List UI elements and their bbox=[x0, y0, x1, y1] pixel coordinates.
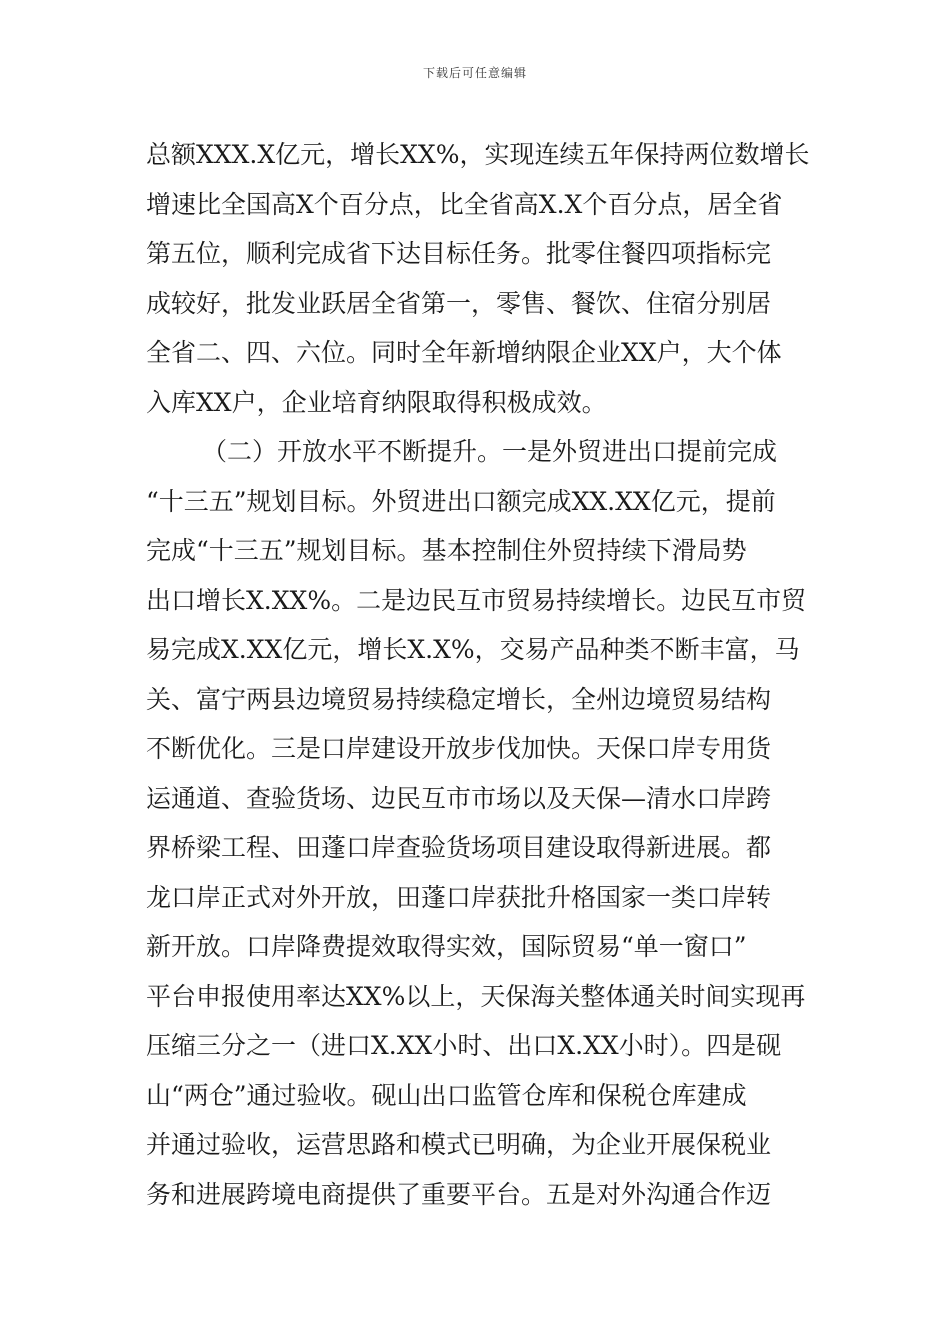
text-line: 完成“十三五”规划目标。基本控制住外贸持续下滑局势 bbox=[146, 536, 747, 565]
text-line: 总额XXX.X亿元，增长XX%，实现连续五年保持两位数增长 bbox=[146, 140, 810, 169]
text-line: 易完成X.XX亿元，增长X.X%，交易产品种类不断丰富，马 bbox=[146, 635, 800, 664]
text-line: 压缩三分之一（进口X.XX小时、出口X.XX小时）。四是砚 bbox=[146, 1031, 782, 1060]
section-heading-line: （二）开放水平不断提升。一是外贸进出口提前完成 bbox=[202, 437, 778, 466]
text-line: “十三五”规划目标。外贸进出口额完成XX.XX亿元，提前 bbox=[146, 486, 776, 516]
text-line: 龙口岸正式对外开放，田蓬口岸获批升格国家一类口岸转 bbox=[146, 882, 772, 912]
text-line: 关、富宁两县边境贸易持续稳定增长，全州边境贸易结构 bbox=[146, 684, 772, 714]
text-line: 运通道、查验货场、边民互市市场以及天保—清水口岸跨 bbox=[146, 783, 772, 813]
document-body bbox=[146, 130, 810, 1219]
text-line: 入库XX户，企业培育纳限取得积极成效。 bbox=[146, 387, 607, 417]
text-line: 全省二、四、六位。同时全年新增纳限企业XX户，大个体 bbox=[146, 338, 782, 367]
text-line: 界桥梁工程、田蓬口岸查验货场项目建设取得新进展。都 bbox=[146, 833, 772, 862]
text-line: 出口增长X.XX%。二是边民互市贸易持续增长。边民互市贸 bbox=[146, 585, 807, 615]
page-header: 下载后可任意编辑 bbox=[422, 66, 527, 80]
text-line: 不断优化。三是口岸建设开放步伐加快。天保口岸专用货 bbox=[146, 734, 772, 763]
text-line: 并通过验收，运营思路和模式已明确，为企业开展保税业 bbox=[146, 1130, 772, 1159]
text-line: 第五位，顺利完成省下达目标任务。批零住餐四项指标完 bbox=[146, 239, 772, 268]
text-line: 山“两仓”通过验收。砚山出口监管仓库和保税仓库建成 bbox=[146, 1080, 747, 1110]
text-line: 成较好，批发业跃居全省第一，零售、餐饮、住宿分别居 bbox=[146, 288, 772, 318]
text-line: 增速比全国高X个百分点，比全省高X.X个百分点，居全省 bbox=[146, 189, 783, 219]
text-line: 新开放。口岸降费提效取得实效，国际贸易“单一窗口” bbox=[146, 932, 747, 961]
text-line: 务和进展跨境电商提供了重要平台。五是对外沟通合作迈 bbox=[146, 1179, 772, 1209]
text-line: 平台申报使用率达XX%以上，天保海关整体通关时间实现再 bbox=[146, 981, 806, 1011]
